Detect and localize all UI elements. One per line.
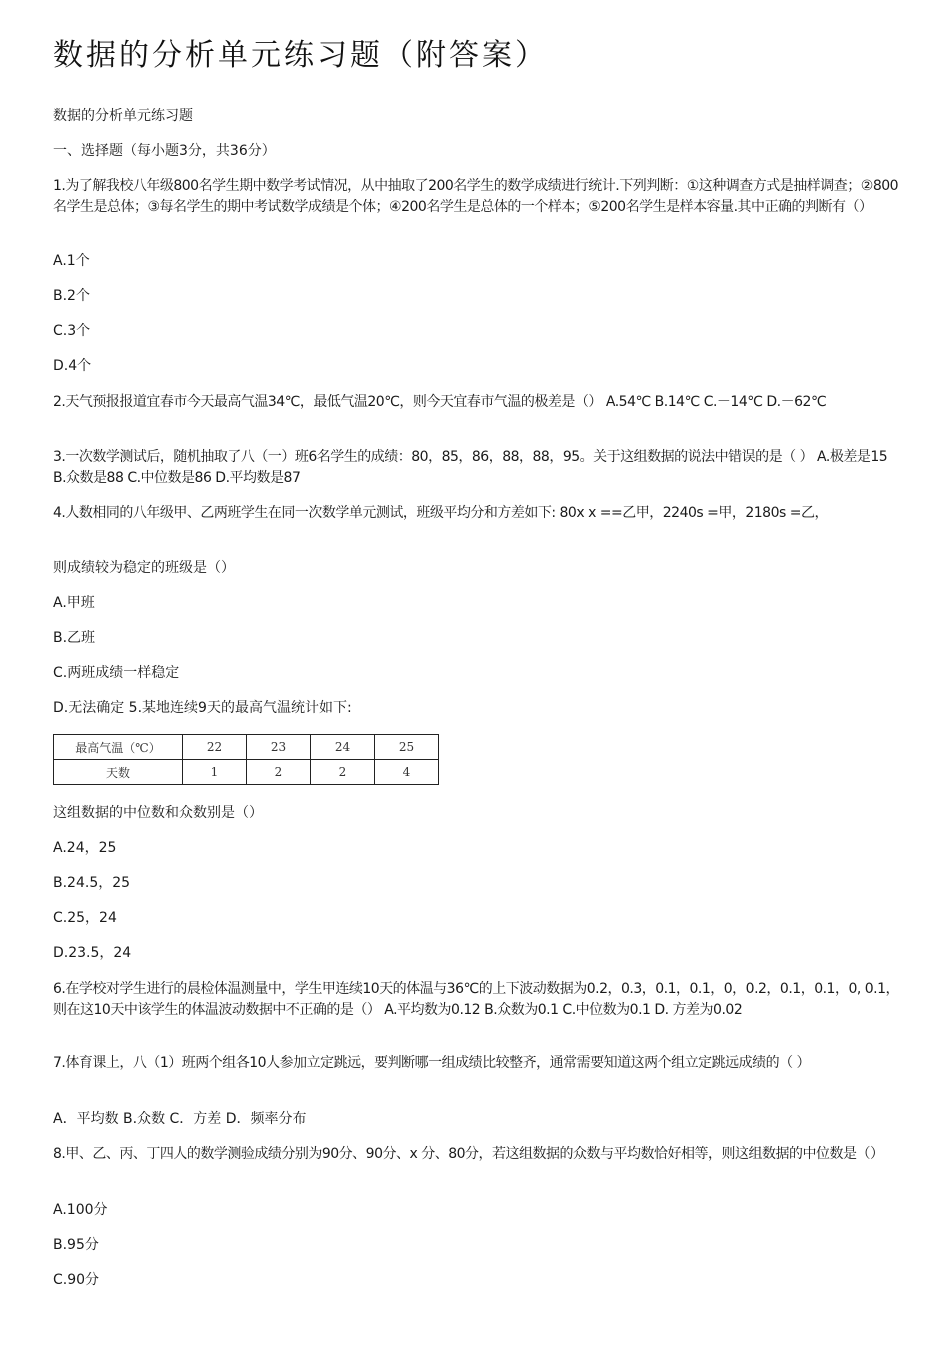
table-cell: 4 [375,760,439,785]
option-c: C.两班成绩一样稳定 [53,665,180,681]
option-a: A.甲班 [53,595,95,611]
option-d-question-5: D.无法确定 5.某地连续9天的最高气温统计如下: [53,700,352,716]
question-2: 2.天气预报报道宜春市今天最高气温34℃，最低气温20℃，则今天宜春市气温的极差是（） A.54℃ B.14℃ C.－14℃ D.－62℃ [53,394,827,410]
question-5-prompt: 这组数据的中位数和众数别是（） [53,805,263,821]
option-a: A.100分 [53,1202,108,1218]
question-7: 7.体育课上，八（1）班两个组各10人参加立定跳远，要判断哪一组成绩比较整齐，通常需要知道这两个组立定跳远成绩的（ ） [53,1055,811,1071]
table-cell: 最高气温（℃） [54,735,183,760]
table-row [54,760,439,785]
option-a: A.24，25 [53,840,117,856]
table-cell: 22 [183,735,247,760]
question-3: 3.一次数学测试后，随机抽取了八（一）班6名学生的成绩：80，85，86，88，88，95。关于这组数据的说法中错误的是（ ） A.极差是15 B.众数是88 C.中位数是86 D.平均数是87 [53,449,888,486]
option-b: B.2个 [53,288,90,304]
question-6: 6.在学校对学生进行的晨检体温测量中，学生甲连续10天的体温与36℃的上下波动数据为0.2，0.3，0.1，0.1，0，0.2，0.1，0.1，0, 0.1，则在这10天中该学生的体温波动数据中不正确的是（） A.平均数为0.12 B.众数为0.1 C.中位数为0.1 D. 方差为0.02 [53,981,900,1018]
question-4-prompt: 则成绩较为稳定的班级是（） [53,560,235,576]
table-cell: 1 [183,760,247,785]
table-cell: 23 [247,735,311,760]
option-a: A.1个 [53,253,90,269]
option-b: B.24.5，25 [53,875,131,891]
temperature-table [53,734,439,785]
table-cell: 天数 [54,760,183,785]
table-row [54,735,439,760]
option-b: B.95分 [53,1237,99,1253]
section-heading: 一、选择题（每小题3分，共36分） [53,143,276,159]
document-title: 数据的分析单元练习题（附答案） [53,38,548,73]
subtitle: 数据的分析单元练习题 [53,108,193,124]
table-cell: 25 [375,735,439,760]
question-4: 4.人数相同的八年级甲、乙两班学生在同一次数学单元测试，班级平均分和方差如下: 80x x ==乙甲，2240s =甲，2180s =乙， [53,505,828,521]
table-cell: 2 [311,760,375,785]
table-cell: 24 [311,735,375,760]
option-d: D.23.5，24 [53,945,132,961]
option-c: C.25，24 [53,910,117,926]
option-b: B.乙班 [53,630,96,646]
question-7-options: A．平均数 B.众数 C．方差 D．频率分布 [53,1111,307,1127]
question-8: 8.甲、乙、丙、丁四人的数学测验成绩分别为90分、90分、x 分、80分，若这组数据的众数与平均数恰好相等，则这组数据的中位数是（） [53,1146,884,1162]
question-1: 1.为了解我校八年级800名学生期中数学考试情况，从中抽取了200名学生的数学成绩进行统计.下列判断：①这种调查方式是抽样调查；②800名学生是总体；③每名学生的期中考试数学成绩是个体；④200名学生是总体的一个样本；⑤200名学生是样本容量.其中正确的判断有（） [53,178,899,215]
option-c: C.90分 [53,1272,100,1288]
option-c: C.3个 [53,323,91,339]
table-cell: 2 [247,760,311,785]
option-d: D.4个 [53,358,92,374]
